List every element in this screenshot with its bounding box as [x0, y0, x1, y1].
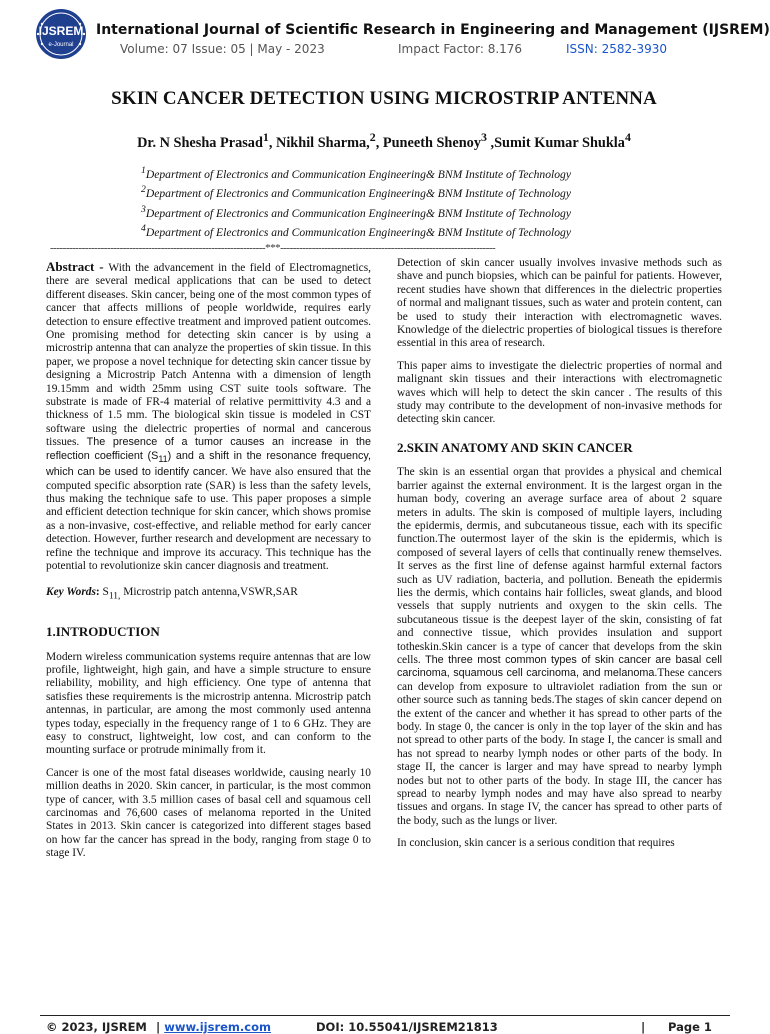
website-link[interactable]: www.ijsrem.com: [164, 1020, 271, 1034]
ijsrem-logo: [28, 8, 94, 60]
author-name: ,Sumit Kumar Shukla: [486, 134, 625, 151]
paragraph: In conclusion, skin cancer is a serious condition that requires: [397, 837, 675, 850]
abstract-paragraph: Abstract - With the advancement in the field of Electromagnetics, there are several medical applications that can be used to detect different diseases. Skin cancer, being one of the most common types of cancer that affects millions of people worldwide, requires early detection to ensure effective treatment and improved patient outcomes. One promising method for detecting skin cancer is by using a microstrip antenna that can analyze the properties of skin tissue. In this paper, we propose a novel technique for detecting skin cancer tissue by designing a Microstrip Patch Antenna with a dimension of length 19.15mm and width 25mm using CST suite tools software. The substrate is made of FR-4 material of relative permittivity 4.3 and a thickness of 1.5 mm. The biological skin tissue is modeled in CST software using the dielectric properties of normal and cancerous tissues. The presence of a tumor causes an increase in the reflection coefficient $(S_{11})$ and a shift in the resonance frequency, which can be used to identify cancer. We have also ensured that the computed specific absorption rate (SAR) is less than the safety levels, thus making the technique safe to use. This paper proposes a simple and efficient detection technique for skin cancer, which shows promise as a non-invasive, cost-effective, and reliable method for early cancer detection. However, further research and development are necessary to refine the technique and improve its accuracy. This technique has the potential to revolutionize skin cancer diagnosis and treatment.: [46, 259, 371, 573]
author-name: , Puneeth Shenoy: [375, 134, 481, 151]
right-column: [397, 257, 722, 860]
paragraph: The skin is an essential organ that provides a physical and chemical barrier against the external environment. It is the largest organ in the human body, covering an average surface area of about 2 square meters in adults. The skin is composed of multiple layers, including the epidermis, dermis, and subcutaneous tissue, each with its specific function.The outermost layer of the skin is the epidermis, which is composed of several layers of cells that continually renew themselves. It serves as the first line of defense against harmful external factors such as UV radiation, bacteria, and pollution. Beneath the epidermis lies the dermis, which contains hair follicles, sweat glands, and blood vessels that supply nutrients and oxygen to the skin cells. The subcutaneous tissue is the deepest layer of the skin, consisting of fat and connective tissue, which provides insulation and support totheskin.Skin cancer is a type of cancer that develops from the skin cells. The three most common types of skin cancer are basal cell carcinoma, squamous cell carcinoma, and melanoma.These cancers can develop from exposure to ultraviolet radiation from the sun or other source such as tanning beds.The stages of skin cancer depend on the extent of the cancer and whether it has spread to other parts of the body. In stage 0, the cancer is only in the top layer of the skin and has not spread to other parts of the body. In stage I, the cancer is small and has not spread to nearby lymph nodes or other parts of the body. In stage II, the cancer is larger and may have spread to nearby lymph nodes but not to other parts of the body. In stage III, the cancer has spread to nearby lymph nodes and may have also spread to nearby tissues and organs. In stage IV, the cancer has spread to other parts of the body, such as the lungs or liver.: [397, 466, 722, 827]
footer-separator: |: [641, 1020, 646, 1034]
footer-doi: DOI: 10.55041/IJSREM21813: [316, 1020, 498, 1034]
footer-rule: [40, 1015, 730, 1016]
abstract-label: Abstract -: [46, 259, 109, 274]
impact-factor: Impact Factor: 8.176: [398, 42, 523, 56]
author-sup: 4: [624, 130, 631, 144]
author-sup: 1: [262, 130, 269, 144]
paragraph: Cancer is one of the most fatal diseases worldwide, causing nearly 10 million deaths in 2020. Skin cancer, in particular, is the most common type of cancer, with 3.5 million cases of basal cell and squamous cell carcinomas and 76,600 cases of melanoma reported in the United States in 2013. Skin cancer is categorized into different stages based on how far the cancer has spread in the body, ranging from stage 0 to stage IV.: [46, 766, 371, 860]
section-heading: 2.SKIN ANATOMY AND SKIN CANCER: [397, 439, 633, 455]
author-sup: 2: [369, 130, 376, 144]
paragraph: Detection of skin cancer usually involves invasive methods such as shave and punch biopsies, which can be painful for patients. However, recent studies have shown that differences in the dielectric properties of normal and malignant tissues, such as water and protein content, can be used to study their interaction with electromagnetic waves. Knowledge of the dielectric properties of biological tissues is therefore essential in this area of research.: [397, 257, 722, 350]
paper-title: SKIN CANCER DETECTION USING MICROSTRIP ANTENNA: [111, 88, 657, 109]
section-separator: --------------------------------------------------------------------***--------------------------------------------------------------------: [50, 242, 496, 254]
affiliation-line: $^2$Department of Electronics and Communication Engineering& BNM Institute of Technology: [141, 184, 571, 201]
left-column: [46, 260, 371, 870]
logo-subtext: e-Journal: [48, 42, 74, 48]
author-list: [0, 130, 768, 152]
footer-copyright: © 2023, IJSREM: [46, 1020, 147, 1034]
logo-text: IJSREM: [38, 24, 84, 38]
affiliation-line: $^4$Department of Electronics and Communication Engineering& BNM Institute of Technology: [141, 223, 571, 239]
volume-issue: Volume: 07 Issue: 05 | May - 2023: [120, 42, 325, 56]
paragraph: Modern wireless communication systems require antennas that are low profile, lightweight, high gain, and have a simple structure to ensure reliability, mobility, and high efficiency. One type of antenna that satisfies these requirements is the microstrip antenna. Microstrip patch antennas, in particular, are among the most commonly used antenna types today, especially in the frequency range of 1 to 6 GHz. They are easy to construct, lightweight, low cost, and can conform to the mounting surface or protrude minimally from it.: [46, 650, 371, 757]
section-heading: 1.INTRODUCTION: [46, 624, 160, 640]
journal-title: International Journal of Scientific Research in Engineering and Management (IJSREM): [96, 22, 770, 38]
keywords: Key Words: $S_{11,}$ Microstrip patch antenna,VSWR,SAR: [46, 585, 298, 601]
affiliations: [141, 163, 571, 240]
page-number: Page 1: [668, 1020, 712, 1034]
paragraph: This paper aims to investigate the dielectric properties of normal and malignant skin tissues and their interactions with electromagnetic waves which will help to detect the skin cancer . The results of this study may contribute to the development of non-invasive methods for detecting skin cancer.: [397, 359, 722, 426]
author-name: , Nikhil Sharma,: [268, 134, 370, 151]
keywords-label: Key Words: [46, 585, 96, 598]
author-name: Dr. N Shesha Prasad: [137, 134, 263, 151]
affiliation-line: $^3$Department of Electronics and Communication Engineering& BNM Institute of Technology: [141, 203, 571, 220]
footer-website: | www.ijsrem.com: [156, 1020, 271, 1034]
author-sup: 3: [480, 130, 487, 144]
affiliation-line: $^1$Department of Electronics and Communication Engineering& BNM Institute of Technology: [141, 165, 571, 181]
issn: ISSN: 2582-3930: [566, 42, 668, 56]
